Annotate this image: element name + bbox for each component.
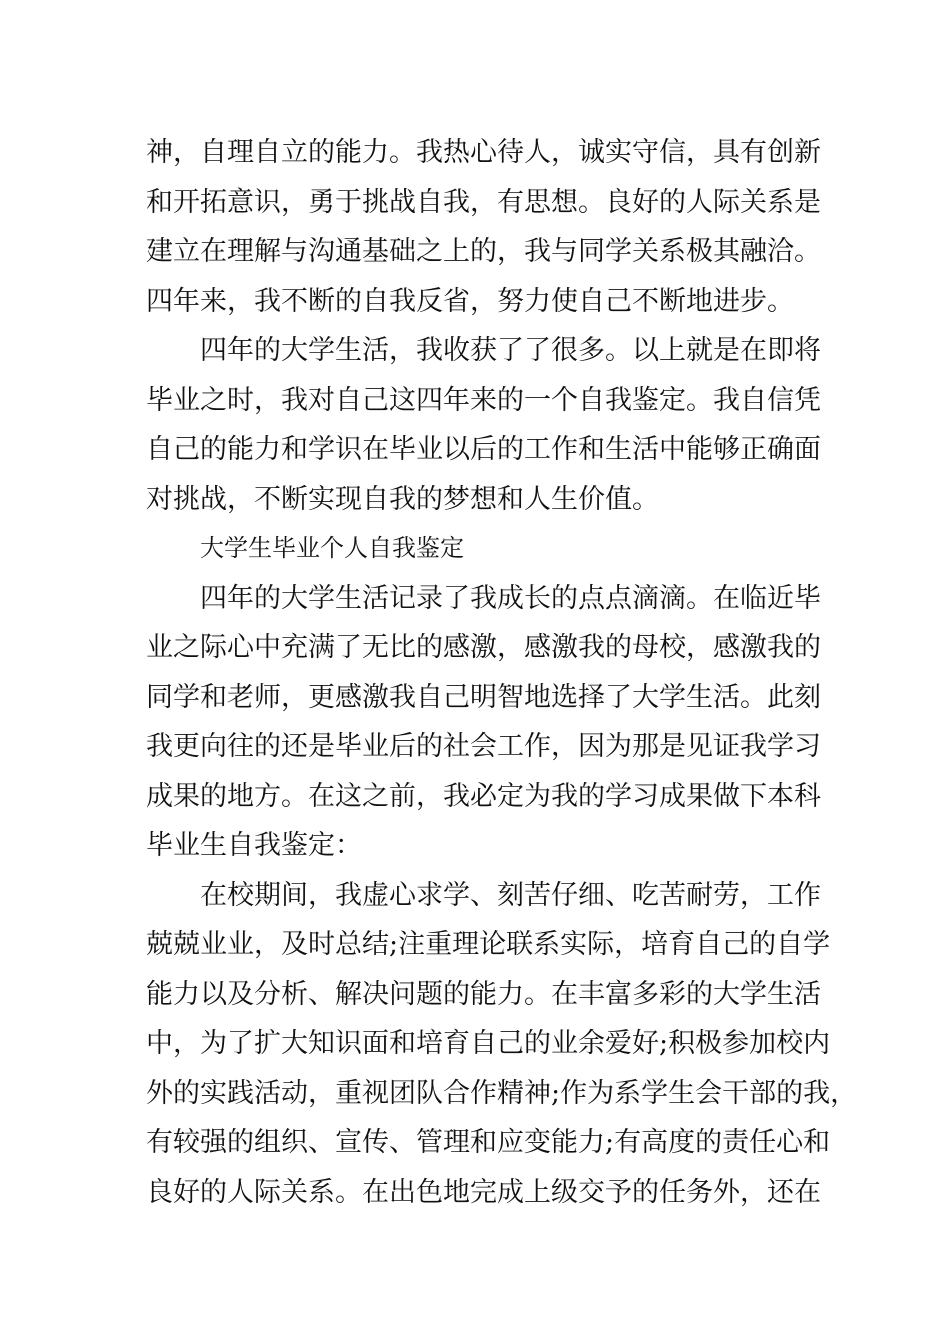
text-line: 良好的人际关系。在出色地完成上级交予的任务外，还在 — [146, 1176, 821, 1208]
text-line: 外的实践活动，重视团队合作精神;作为系学生会干部的我， — [146, 1077, 858, 1109]
text-line: 有较强的组织、宣传、管理和应变能力;有高度的责任心和 — [146, 1127, 831, 1158]
text-line: 和开拓意识，勇于挑战自我，有思想。良好的人际关系是 — [146, 186, 821, 218]
text-line: 毕业之时，我对自己这四年来的一个自我鉴定。我自信凭 — [146, 384, 821, 416]
text-line: 业之际心中充满了无比的感激，感激我的母校，感激我的 — [146, 632, 821, 663]
text-line: 我更向往的还是毕业后的社会工作，因为那是见证我学习 — [146, 731, 821, 762]
paragraph-start-line: 四年的大学生活记录了我成长的点点滴滴。在临近毕 — [200, 582, 821, 614]
body-text — [146, 128, 858, 1217]
text-line: 对挑战，不断实现自我的梦想和人生价值。 — [146, 483, 659, 515]
text-line: 自己的能力和学识在毕业以后的工作和生活中能够正确面 — [146, 434, 821, 465]
section-heading: 大学生毕业个人自我鉴定 — [200, 534, 464, 562]
text-line: 建立在理解与沟通基础之上的，我与同学关系极其融洽。 — [146, 236, 821, 267]
text-line: 中，为了扩大知识面和培育自己的业余爱好;积极参加校内 — [146, 1028, 831, 1059]
text-line: 同学和老师，更感激我自己明智地选择了大学生活。此刻 — [146, 681, 821, 713]
paragraph-start-line: 四年的大学生活，我收获了了很多。以上就是在即将 — [200, 335, 821, 366]
text-line: 神，自理自立的能力。我热心待人，诚实守信，具有创新 — [146, 137, 821, 168]
text-line: 兢兢业业，及时总结;注重理论联系实际，培育自己的自学 — [146, 929, 831, 960]
text-line: 成果的地方。在这之前，我必定为我的学习成果做下本科 — [146, 780, 821, 812]
text-line: 能力以及分析、解决问题的能力。在丰富多彩的大学生活 — [146, 978, 821, 1010]
text-line: 四年来，我不断的自我反省，努力使自己不断地进步。 — [146, 285, 794, 317]
text-line: 毕业生自我鉴定： — [146, 830, 362, 861]
paragraph-start-line: 在校期间，我虚心求学、刻苦仔细、吃苦耐劳，工作 — [200, 879, 821, 911]
